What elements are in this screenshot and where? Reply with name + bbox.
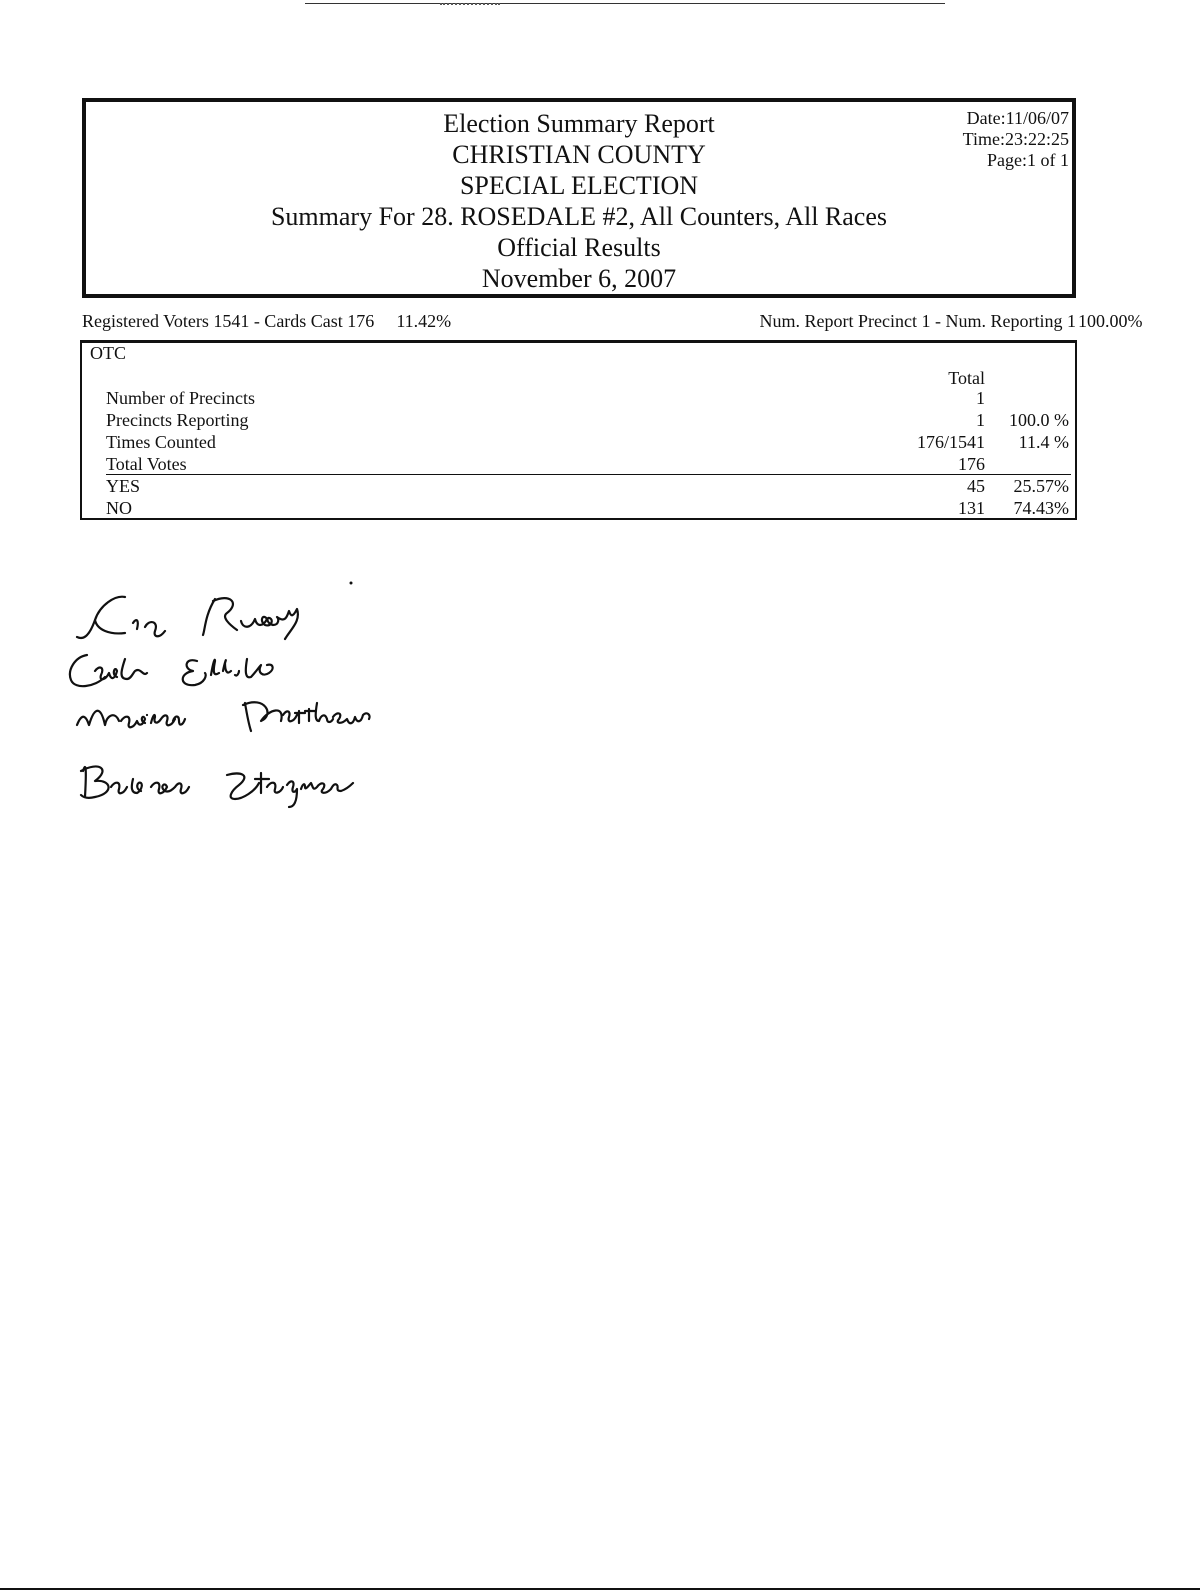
reporting-pct: 100.00% bbox=[1078, 311, 1143, 331]
race-table bbox=[80, 340, 1077, 520]
county-name: CHRISTIAN COUNTY bbox=[452, 140, 706, 169]
report-header bbox=[82, 98, 1076, 298]
bottom-scan-rule bbox=[0, 1588, 1200, 1590]
stat-label: Total Votes bbox=[106, 454, 187, 474]
registered-cards: Registered Voters 1541 - Cards Cast 176 bbox=[82, 311, 375, 331]
summary-for: Summary For 28. ROSEDALE #2, All Counters, All Races bbox=[270, 202, 888, 231]
stat-row bbox=[106, 431, 1071, 453]
choice-row-no bbox=[106, 497, 1071, 519]
results-status: Official Results bbox=[497, 233, 661, 262]
stat-pct: 11.4 % bbox=[1018, 432, 1069, 452]
stat-total: 1 bbox=[976, 388, 985, 408]
top-scan-mark bbox=[440, 3, 500, 8]
election-name: SPECIAL ELECTION bbox=[459, 171, 699, 200]
stat-total: 176 bbox=[958, 454, 985, 474]
choice-votes: 131 bbox=[958, 498, 985, 518]
report-title: Election Summary Report bbox=[443, 109, 715, 138]
signature-2 bbox=[70, 655, 273, 686]
header-title-block bbox=[86, 108, 1072, 294]
voter-summary bbox=[82, 311, 451, 332]
race-name: OTC bbox=[90, 343, 126, 363]
choice-label: NO bbox=[106, 498, 132, 518]
choice-votes: 45 bbox=[967, 476, 985, 496]
choice-pct: 25.57% bbox=[1013, 476, 1069, 496]
race-rows bbox=[106, 387, 1071, 519]
total-column-header: Total bbox=[948, 368, 985, 388]
totals-divider bbox=[106, 474, 1071, 475]
turnout-pct: 11.42% bbox=[396, 311, 452, 331]
stat-row bbox=[106, 453, 1071, 475]
stat-row bbox=[106, 387, 1071, 409]
signature-block bbox=[55, 575, 495, 815]
choice-label: YES bbox=[106, 476, 141, 496]
choice-pct: 74.43% bbox=[1013, 498, 1069, 518]
choice-row-yes bbox=[106, 475, 1071, 497]
stat-label: Times Counted bbox=[106, 432, 216, 452]
signature-4 bbox=[81, 766, 353, 807]
report-date: Date:11/06/07 bbox=[966, 108, 1069, 128]
reporting-pct-wrap bbox=[1078, 311, 1143, 332]
report-time: Time:23:22:25 bbox=[962, 129, 1069, 149]
report-meta bbox=[963, 108, 1069, 171]
stat-total: 176/1541 bbox=[916, 432, 985, 452]
report-page: Page:1 of 1 bbox=[987, 150, 1069, 170]
signature-1 bbox=[77, 597, 298, 639]
election-date: November 6, 2007 bbox=[481, 264, 677, 293]
stat-total: 1 bbox=[976, 410, 985, 430]
stat-row bbox=[106, 409, 1071, 431]
stat-pct: 100.0 % bbox=[1009, 410, 1069, 430]
stat-label: Number of Precincts bbox=[106, 388, 255, 408]
precinct-summary bbox=[760, 311, 1076, 332]
stat-label: Precincts Reporting bbox=[106, 410, 249, 430]
signature-3 bbox=[77, 702, 370, 731]
precinct-report: Num. Report Precinct 1 - Num. Reporting 1 bbox=[759, 311, 1076, 331]
top-scan-rule bbox=[305, 3, 945, 4]
